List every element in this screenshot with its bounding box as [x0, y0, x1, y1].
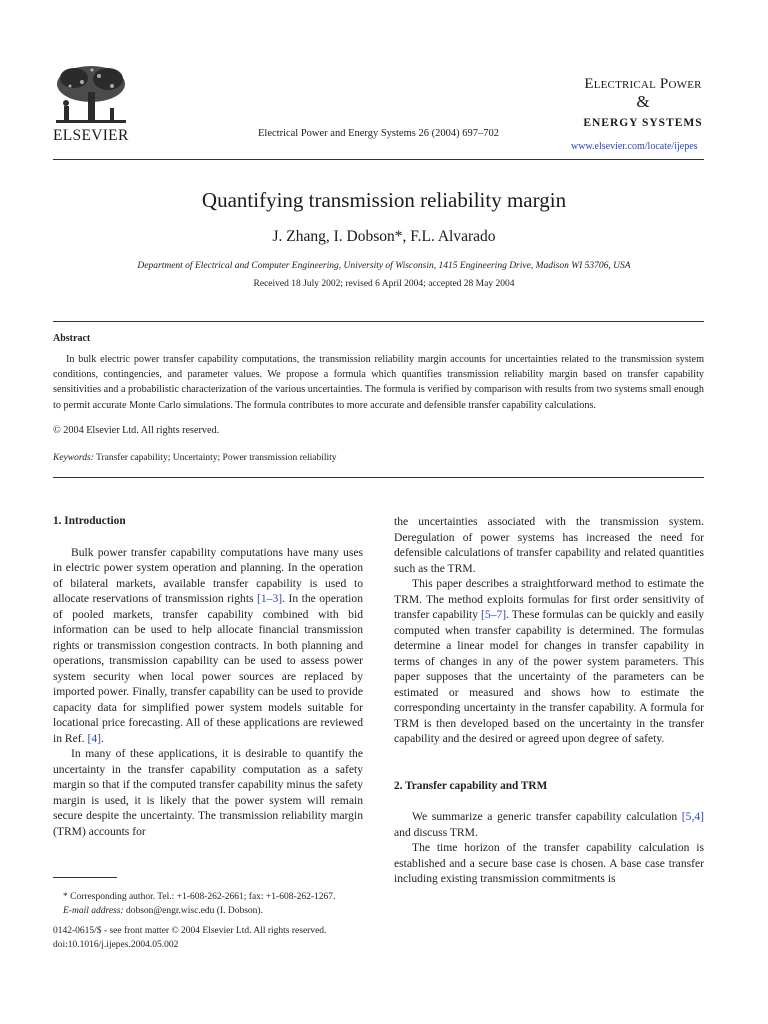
publisher-name: ELSEVIER — [53, 127, 129, 144]
footer-issn: 0142-0615/$ - see front matter © 2004 Elsevier Ltd. All rights reserved. — [53, 926, 327, 936]
citation-link-4[interactable]: [4] — [87, 731, 101, 745]
paper-affiliation: Department of Electrical and Computer Engineering, University of Wisconsin, 1415 Engineering Drive, Madison WI 53706, USA — [137, 261, 631, 271]
citation-link-5-4[interactable]: [5,4] — [681, 810, 704, 823]
paper-authors: J. Zhang, I. Dobson*, F.L. Alvarado — [272, 228, 496, 245]
section-1-paragraph-3 — [394, 576, 704, 747]
journal-name — [583, 76, 703, 129]
journal-url-link[interactable]: www.elsevier.com/locate/ijepes — [571, 141, 698, 152]
footnote — [53, 891, 383, 919]
abstract-bottom-rule — [53, 477, 704, 478]
text-run: We summarize a generic transfer capability calculation — [412, 810, 682, 823]
section-1-heading: 1. Introduction — [53, 515, 126, 527]
footer-doi: doi:10.1016/j.ijepes.2004.05.002 — [53, 939, 179, 950]
paper-received-dates: Received 18 July 2002; revised 6 April 2004; accepted 28 May 2004 — [253, 279, 515, 289]
section-1-paragraph-2: In many of these applications, it is desirable to quantify the uncertainty in the transfer capability computation as a safety margin so that if the computed transfer capability minus the safety margin is used, it is likely that the power system will remain secure despite the uncertainty. The transmission reliability margin (TRM) accounts for — [53, 747, 363, 838]
abstract-heading: Abstract — [53, 333, 91, 344]
footer-metadata — [53, 925, 326, 952]
text-run: . — [100, 731, 104, 745]
abstract-copyright: © 2004 Elsevier Ltd. All rights reserved. — [53, 425, 220, 436]
citation-link-1-3[interactable]: [1–3] — [257, 592, 283, 605]
footnote-email — [53, 905, 383, 919]
paper-title: Quantifying transmission reliability margin — [201, 188, 567, 212]
citation-link-5-7[interactable]: [5–7] — [481, 608, 507, 621]
left-column — [53, 514, 363, 839]
section-2-paragraph-2: The time horizon of the transfer capability calculation is established and a secure base case is chosen. A base case transfer including existing transmission commitments is — [394, 841, 704, 885]
text-run: . In the operation of pooled markets, transfer capability combined with bid information can be used to help allocate financial transmission rights or transmission congestion contracts. In both planning and operations, transmission capability can be used to assess power system security when local power sources are replaced by imported power. Finally, transfer capability can be used to provide capacity data for simplified power system models suitable for locational price forecasting. All of these applications are reviewed in Ref. — [53, 592, 364, 745]
elsevier-tree-logo — [52, 62, 130, 128]
footnote-corresponding-author: * Corresponding author. Tel.: +1-608-262-2661; fax: +1-608-262-1267. — [63, 892, 336, 902]
journal-name-line1: Electrical Power — [584, 76, 702, 92]
journal-name-line3: ENERGY SYSTEMS — [583, 117, 703, 129]
footnote-rule — [53, 877, 117, 878]
section-2-heading: 2. Transfer capability and TRM — [394, 779, 548, 792]
text-run: . These formulas can be quickly and easily computed when transfer capability is determined. The formulas determine a linear model for changes in transfer capability in terms of changes in any of the power system parameters. This paper supposes that the uncertainty of the parameters can be estimated or measured and shows how to estimate the corresponding uncertainty in the transfer capability. A formula for TRM is then developed based on the uncertainty in the transfer capability and the desired or agreed upon degree of safety. — [394, 608, 704, 745]
section-2-paragraph-1 — [394, 809, 704, 840]
journal-name-line2: & — [636, 92, 650, 111]
header-rule — [53, 159, 704, 160]
text-run: and discuss TRM. — [394, 825, 478, 839]
keywords-list: Transfer capability; Uncertainty; Power transmission reliability — [93, 453, 337, 463]
keywords-label: Keywords: — [53, 453, 94, 463]
text-run: Bulk power transfer capability computations have many uses in electric power system operation and planning. In the operation of bilateral markets, available transfer capability is used to allocate reservations of transmission rights — [53, 545, 363, 605]
abstract-top-rule — [53, 321, 704, 322]
section-1-paragraph-1 — [53, 545, 363, 747]
email-address: dobson@engr.wisc.edu (I. Dobson). — [123, 905, 263, 916]
section-1-paragraph-2-continued: the uncertainties associated with the transmission system. Deregulation of power systems has increased the need for defensible calculations of transfer capability and related quantities such as the TRM. — [394, 515, 704, 575]
text-run: This paper describes a straightforward method to estimate the TRM. The method exploits formulas for first order sensitivity of transfer capability — [394, 577, 704, 621]
right-column — [394, 514, 704, 887]
email-label: E-mail address: — [63, 905, 124, 916]
keywords — [53, 453, 337, 463]
abstract-body: In bulk electric power transfer capability computations, the transmission reliability margin accounts for uncertainties related to the transmission system conditions, contingencies, and parameter values. We propose a formula which quantifies transmission reliability margin based on transfer capability sensitivities and a probabilistic characterization of the various uncertainties. The formula is verified by comparison with results from two systems small enough to permit accurate Monte Carlo simulations. The formula contributes to more accurate and defensible transfer capability calculations. — [53, 354, 704, 411]
journal-citation: Electrical Power and Energy Systems 26 (2004) 697–702 — [258, 128, 499, 139]
